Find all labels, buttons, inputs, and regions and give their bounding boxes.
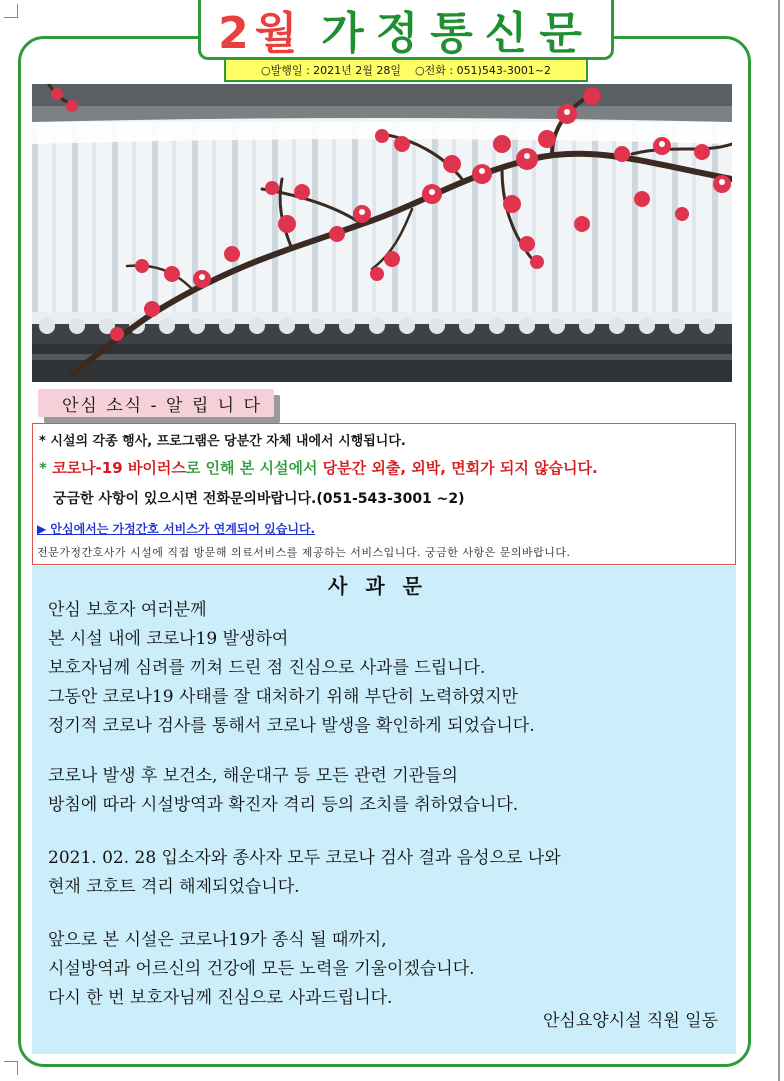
apology-paragraph (48, 762, 518, 820)
notice-bullet: * (39, 459, 53, 477)
title-month: 2월 (218, 7, 304, 59)
apology-line: 방침에 따라 시설방역과 확진자 격리 등의 조치를 취하였습니다. (48, 795, 519, 815)
notice-line-nursing-desc: 전문가정간호사가 시설에 직접 방문해 의료서비스를 제공하는 서비스입니다. 궁금한 사항은 문의바랍니다. (37, 546, 571, 559)
page-edge (778, 0, 780, 1081)
apology-line: 그동안 코로나19 사태를 잘 대처하기 위해 부단히 노력하였지만 (48, 687, 519, 707)
news-section-tag: 안심 소식 - 알 립 니 다 (38, 389, 274, 417)
apology-line: 코로나 발생 후 보건소, 해운대구 등 모든 관련 기관들의 (48, 766, 458, 786)
apology-line: 정기적 코로나 검사를 통해서 코로나 발생을 확인하게 되었습니다. (48, 716, 535, 736)
notice-covid-restriction: 당분간 외출, 외박, 면회가 되지 않습니다. (322, 459, 598, 477)
page-corner-mark (4, 4, 18, 18)
apology-line: 앞으로 본 시설은 코로나19가 종식 될 때까지, (48, 930, 387, 950)
notice-covid-mid: 로 인해 본 시설에서 (185, 459, 323, 477)
contact-phone: ○전화 : 051)543-3001~2 (415, 64, 552, 77)
apology-line: 2021. 02. 28 입소자와 종사자 모두 코로나 검사 결과 음성으로 나와 (48, 848, 561, 868)
hero-image (32, 84, 732, 382)
apology-line: 현재 코호트 격리 해제되었습니다. (48, 877, 300, 897)
apology-paragraph (48, 844, 561, 902)
apology-line: 본 시설 내에 코로나19 발생하여 (48, 629, 289, 649)
apology-paragraph (48, 926, 475, 1013)
notice-line-events: * 시설의 각종 행사, 프로그램은 당분간 자체 내에서 시행됩니다. (39, 434, 406, 449)
apology-line: 시설방역과 어르신의 건강에 모든 노력을 기울이겠습니다. (48, 959, 475, 979)
apology-heading: 사과문 (328, 574, 440, 598)
apology-line: 보호자님께 심려를 끼쳐 드린 점 진심으로 사과를 드립니다. (48, 658, 486, 678)
notice-covid-virus: 코로나-19 바이러스 (52, 459, 186, 477)
newsletter-title (198, 0, 614, 60)
home-nursing-link[interactable]: ▶ 안심에서는 가정간호 서비스가 연계되어 있습니다. (37, 522, 316, 536)
issue-date: ○발행일 : 2021년 2월 28일 (260, 64, 402, 77)
title-text: 가정통신문 (321, 7, 594, 59)
apology-section (32, 566, 736, 1054)
notice-box (32, 423, 736, 565)
apology-line: 다시 한 번 보호자님께 진심으로 사과드립니다. (48, 988, 393, 1008)
apology-line: 안심 보호자 여러분께 (48, 600, 207, 620)
apology-signature: 안심요양시설 직원 일동 (542, 1011, 718, 1031)
apology-paragraph (48, 596, 535, 741)
issue-info-bar (224, 58, 588, 82)
page-corner-mark (4, 1061, 18, 1075)
notice-line-contact: 궁금한 사항이 있으시면 전화문의바랍니다.(051-543-3001 ~2) (53, 491, 465, 507)
plum-blossom-illustration (32, 84, 732, 382)
notice-line-covid (39, 457, 598, 478)
